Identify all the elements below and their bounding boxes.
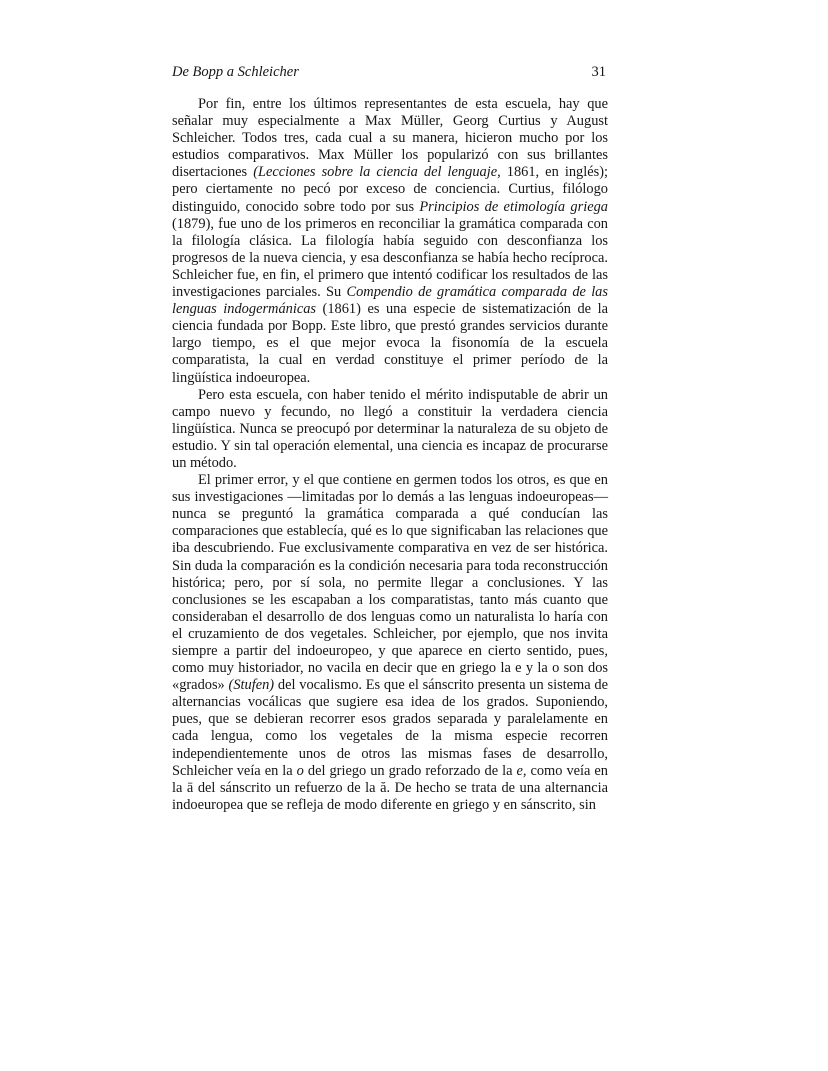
text-segment: como veía en la ā del sánscrito un refuerzo de la ă. De hecho se trata de una alternancia indoeuropea que se refleja de modo diferente en griego y en sánscrito, sin (172, 762, 608, 813)
italic-text-segment: Principios de etimología griega (419, 198, 609, 215)
text-segment: Por fin, entre los últimos representantes de esta escuela, hay que señalar muy especialmente a Max Müller, Georg Curtius y August Schleicher. Todos tres, cada cual a su manera, hicieron mucho por los estudios comparativos. Max Müller los popularizó con sus brillantes disertaciones (172, 96, 608, 181)
page-number: 31 (591, 64, 606, 80)
paragraph (172, 472, 608, 814)
text-segment: Pero esta escuela, con haber tenido el mérito indisputable de abrir un campo nuevo y fecundo, no llegó a constituir la verdadera ciencia lingüística. Nunca se preocupó por determinar la naturaleza de su objeto de estudio. Y sin tal operación elemental, una ciencia es incapaz de procurarse un método. (172, 386, 608, 471)
paragraph (172, 387, 608, 472)
body-text (172, 96, 608, 814)
paragraph (172, 96, 608, 387)
italic-text-segment: (Lecciones sobre la ciencia del lenguaje, (253, 164, 501, 181)
running-header (172, 62, 608, 84)
text-segment: (1879), fue uno de los primeros en reconciliar la gramática comparada con la filología clásica. La filología había seguido con desconfianza los progresos de la nueva ciencia, y esa desconfianza se había hecho recíproca. Schleicher fue, en fin, el primero que intentó codificar los resultados de las investigaciones parciales. Su (172, 215, 608, 301)
italic-text-segment: (Stufen) (228, 677, 275, 694)
text-segment: (1861) es una especie de sistematización de la ciencia fundada por Bopp. Este libro, que prestó grandes servicios durante largo tiempo, es el que mejor evoca la fisonomía de la escuela comparatista, la cual en verdad constituye el primer período de la lingüística indoeuropea. (172, 301, 608, 386)
text-segment: El primer error, y el que contiene en germen todos los otros, es que en sus investigaciones —limitadas por lo demás a las lenguas indoeuropeas— nunca se preguntó la gramática comparada a qué conducían las comparaciones que establecía, qué es lo que significaban las relaciones que iba descubriendo. Fue exclusivamente comparativa en vez de ser histórica. Sin duda la comparación es la condición necesaria para toda reconstrucción histórica; pero, por sí sola, no permite llegar a conclusiones. Y las conclusiones se les escapaban a los comparatistas, tanto más cuanto que consideraban el desarrollo de dos lenguas como un naturalista lo haría con el cruzamiento de dos vegetales. Schleicher, por ejemplo, que nos invita siempre a partir del indoeuropeo, y que aparece en cierto sentido, pues, como muy historiador, no vacila en decir que en griego la e y la o son dos «grados» (172, 472, 608, 694)
text-segment: del griego un grado reforzado de la (303, 762, 517, 779)
text-segment: 1861, en inglés); pero ciertamente no pecó por exceso de conciencia. Curtius, filólogo distinguido, conocido sobre todo por sus (172, 164, 608, 215)
italic-text-segment: o (296, 762, 304, 779)
italic-text-segment: e, (516, 762, 527, 779)
text-segment: del vocalismo. Es que el sánscrito presenta un sistema de alternancias vocálicas que sugiere esa idea de los grados. Suponiendo, pues, que se debieran recorrer esos grados separada y paralelamente en cada lengua, como los vegetales de la misma especie recorren independientemente unos de otros las mismas fases de desarrollo, Schleicher veía en la (172, 677, 608, 779)
running-title: De Bopp a Schleicher (172, 64, 299, 80)
italic-text-segment: Compendio de gramática comparada de las lenguas indogermánicas (172, 284, 608, 318)
